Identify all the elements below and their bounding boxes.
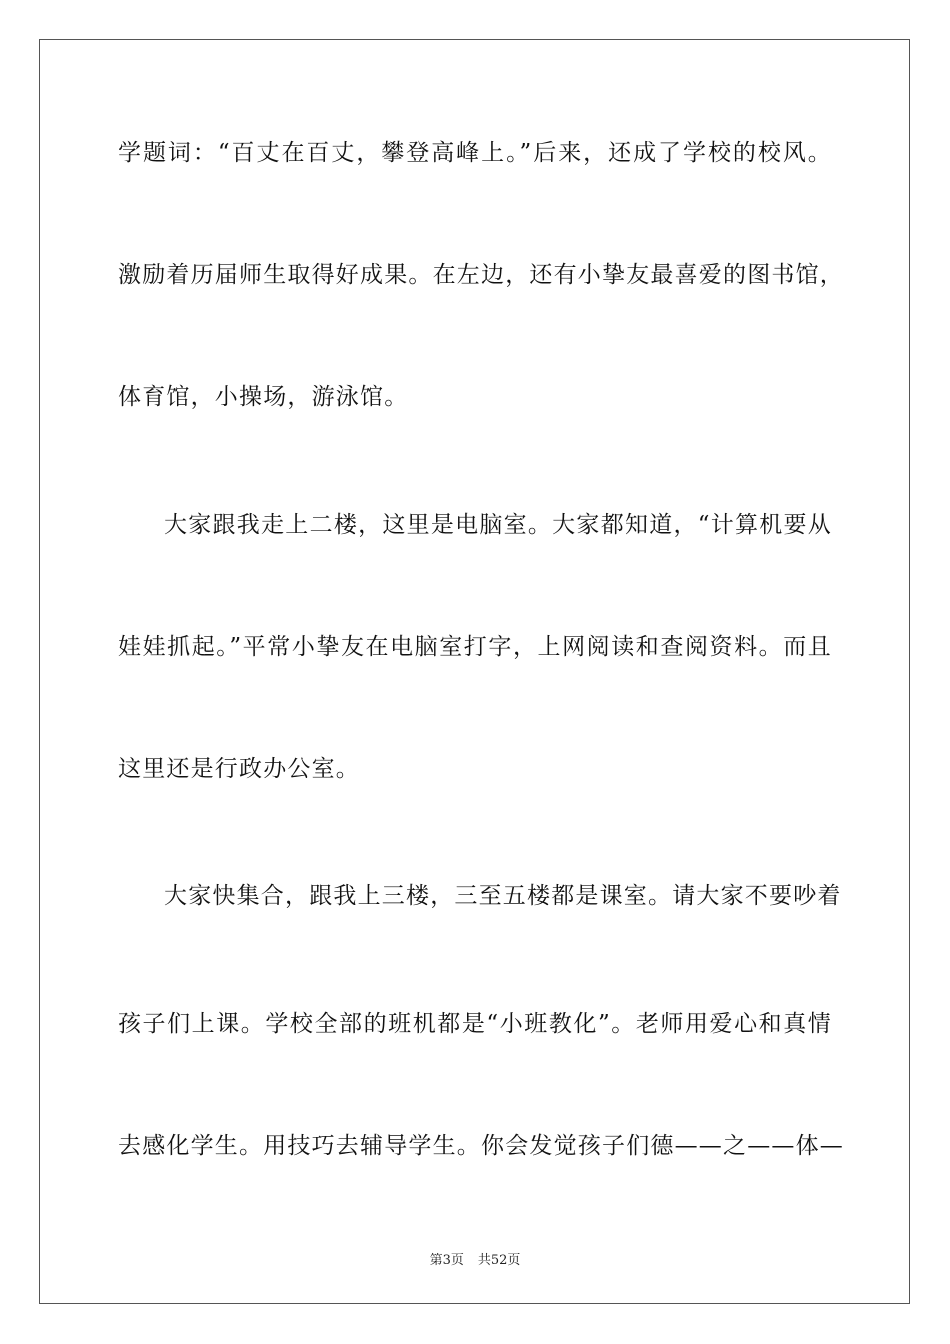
page-number: 第3页 bbox=[429, 1253, 464, 1268]
body-line-7: 大家快集合，跟我上三楼，三至五楼都是课室。请大家不要吵着 bbox=[164, 883, 842, 909]
body-line-6: 这里还是行政办公室。 bbox=[118, 756, 360, 782]
page-border bbox=[39, 39, 910, 1304]
body-line-3: 体育馆，小操场，游泳馆。 bbox=[118, 384, 409, 410]
body-line-8: 孩子们上课。学校全部的班机都是“小班教化”。老师用爱心和真情 bbox=[118, 1011, 832, 1037]
body-line-1: 学题词：“百丈在百丈，攀登高峰上。”后来，还成了学校的校风。 bbox=[118, 140, 832, 166]
page-footer bbox=[0, 1249, 950, 1268]
body-line-9: 去感化学生。用技巧去辅导学生。你会发觉孩子们德——之——体— bbox=[118, 1133, 844, 1159]
body-line-4: 大家跟我走上二楼，这里是电脑室。大家都知道，“计算机要从 bbox=[164, 512, 832, 538]
body-line-5: 娃娃抓起。”平常小挚友在电脑室打字，上网阅读和查阅资料。而且 bbox=[118, 634, 832, 660]
body-line-2: 激励着历届师生取得好成果。在左边，还有小挚友最喜爱的图书馆， bbox=[118, 262, 844, 288]
page-total: 共52页 bbox=[477, 1253, 521, 1268]
